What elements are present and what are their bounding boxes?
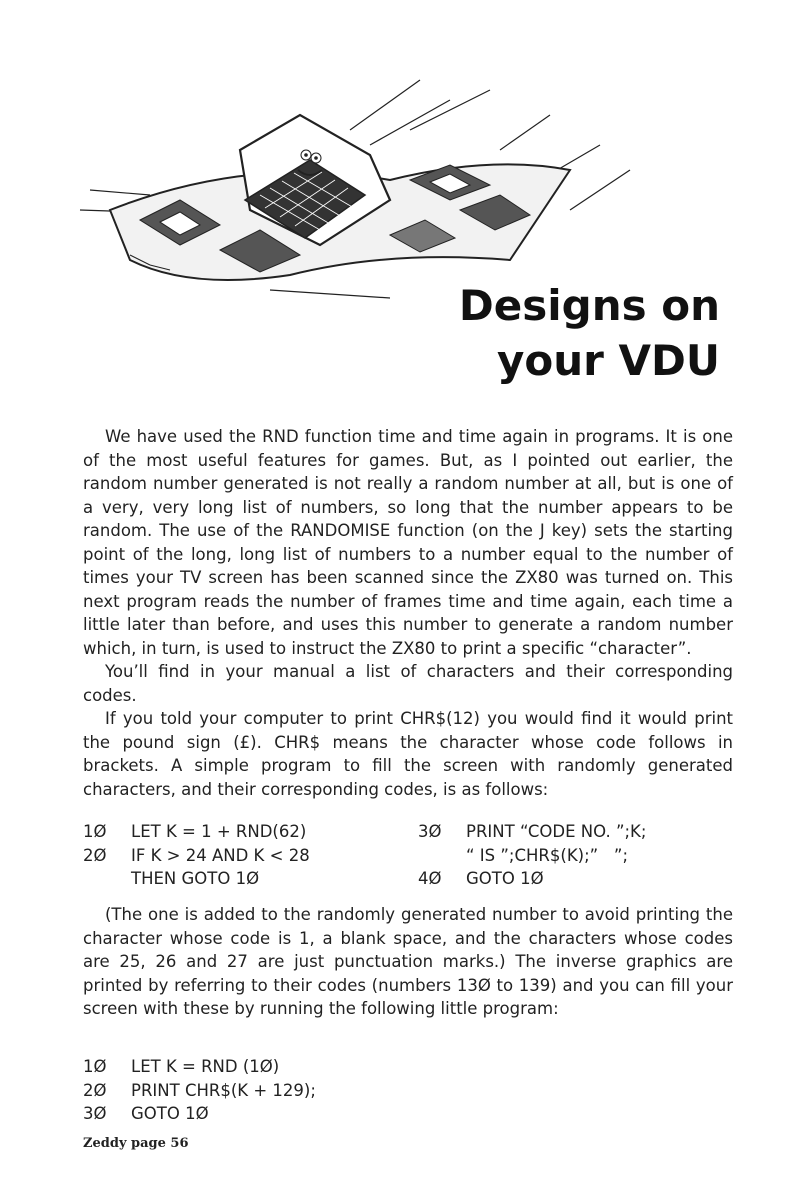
code-statement: GOTO 1Ø bbox=[466, 869, 544, 888]
code-statement: THEN GOTO 1Ø bbox=[131, 869, 260, 888]
title-line-2: your VDU bbox=[497, 336, 720, 385]
code-line bbox=[418, 844, 628, 868]
code-line bbox=[418, 820, 646, 844]
flying-computer-illustration bbox=[70, 60, 690, 310]
line-number: 1Ø bbox=[83, 1057, 107, 1076]
code-line bbox=[83, 844, 310, 868]
line-number: 1Ø bbox=[83, 822, 107, 841]
page-title bbox=[459, 278, 720, 388]
code-line bbox=[83, 1079, 316, 1103]
line-number: 2Ø bbox=[83, 1080, 107, 1100]
code-statement: “ IS ”;CHR$(K);” ”; bbox=[466, 845, 629, 865]
body-text-continued bbox=[83, 903, 733, 1021]
line-number: 2Ø bbox=[83, 845, 107, 865]
code-statement: LET K = 1 + RND(62) bbox=[131, 822, 307, 841]
code-statement: PRINT CHR$(K + 129); bbox=[131, 1080, 316, 1100]
code-line bbox=[83, 1055, 316, 1079]
title-line-1: Designs on bbox=[458, 281, 720, 330]
line-number: 3Ø bbox=[418, 822, 442, 841]
page-footer: Zeddy page 56 bbox=[83, 1136, 189, 1151]
paragraph-2: You’ll find in your manual a list of characters and their corresponding codes. bbox=[83, 662, 733, 705]
code-statement: GOTO 1Ø bbox=[131, 1104, 209, 1123]
code-line bbox=[83, 867, 259, 891]
program-listing-2 bbox=[83, 1055, 316, 1126]
code-line bbox=[418, 867, 544, 891]
code-statement: IF K > 24 AND K < 28 bbox=[131, 845, 310, 865]
program-listing-1 bbox=[83, 820, 733, 895]
code-statement: PRINT “CODE NO. ”;K; bbox=[466, 822, 647, 841]
code-line bbox=[83, 820, 306, 844]
paragraph-4: (The one is added to the randomly generated number to avoid printing the character whose code is 1, a blank space, and the characters whose codes are 25, 26 and 27 are just punctuation marks.) The inverse graphics are printed by referring to their codes (numbers 13Ø to 139) and you can fill your screen with these by running the following little program: bbox=[83, 905, 733, 1018]
line-number: 4Ø bbox=[418, 869, 442, 888]
line-number: 3Ø bbox=[83, 1104, 107, 1123]
paragraph-1: We have used the RND function time and time again in programs. It is one of the most useful features for games. But, as I pointed out earlier, the random number generated is not really a random number at all, but is one of a very, very long list of numbers, so long that the number appears to be random. The use of the RANDOMISE function (on the J key) sets the starting point of the long, long list of numbers to a number equal to the number of times your TV screen has been scanned since the ZX80 was turned on. This next program reads the number of frames time and time again, each time a little later than before, and uses this number to generate a random number which, in turn, is used to instruct the ZX80 to print a specific “character”. bbox=[83, 427, 733, 658]
body-text bbox=[83, 425, 733, 801]
code-statement: LET K = RND (1Ø) bbox=[131, 1057, 280, 1076]
code-line bbox=[83, 1102, 316, 1126]
paragraph-3: If you told your computer to print CHR$(12) you would find it would print the pound sign (£). CHR$ means the character whose code follows in brackets. A simple program to fill the screen with randomly generated characters, and their corresponding codes, is as follows: bbox=[83, 709, 733, 799]
